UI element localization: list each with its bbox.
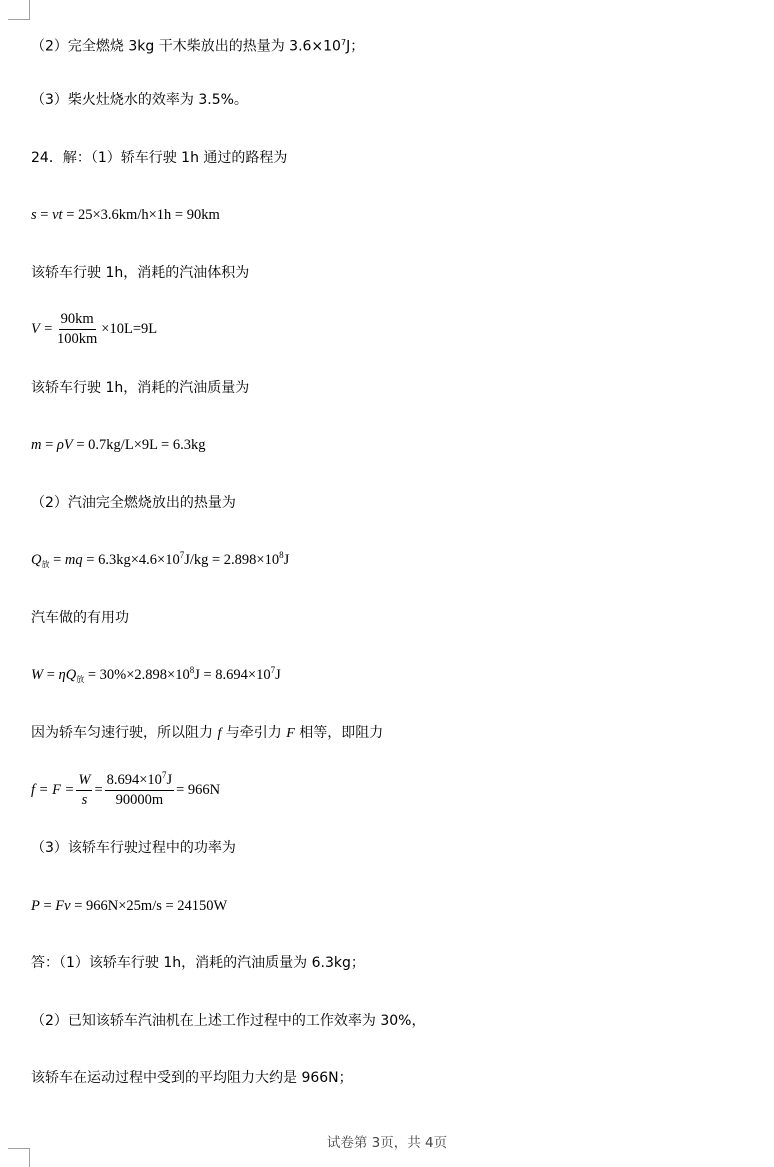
text-line-answer-2: （2）已知该轿车汽油机在上述工作过程中的工作效率为 30%， [31,1013,426,1029]
text-line-power: （3）该轿车行驶过程中的功率为 [31,840,236,856]
text-line-answer-1: 答：（1）该轿车行驶 1h，消耗的汽油质量为 6.3kg； [31,955,365,971]
crop-mark-top-h [8,19,30,20]
page-footer: 试卷第 3页，共 4页 [326,1135,448,1151]
equation-volume: V = $\frac{90km}{100km}$ ×10L=9L [31,311,158,347]
equation-power: P = Fv = 966N×25m/s = 24150W [31,898,228,914]
text-line-heat-wood: （2）完全燃烧 3kg 干木柴放出的热量为 $3.6\times 10^7J$； [31,38,365,55]
equation-heat: $Q_放$ = mq = $6.3kg\times 4.6\times 10^7J/kg = 2.898\times 10^8J$ [31,550,290,569]
text-line-efficiency: （3）柴火灶烧水的效率为 3.5%。 [31,92,248,108]
text-line-volume: 该轿车行驶 1h，消耗的汽油体积为 [31,265,250,281]
text-line-answer-3: 该轿车在运动过程中受到的平均阻力大约是 966N； [31,1070,353,1086]
text-line-resistance: 因为轿车匀速行驶，所以阻力 f 与牵引力 F 相等，即阻力 [31,725,384,741]
equation-work: $W = \eta Q_放 = 30\%\times 2.898\times 10^8J = 8.694\times 10^7J$ [31,665,281,684]
text-line-q24-intro: 24．解：（1）轿车行驶 1h 通过的路程为 [31,150,288,166]
fraction-volume: $\frac{90km}{100km}$ [57,311,98,347]
equation-mass: m = ρV = 0.7kg/L×9L = 6.3kg [31,437,206,453]
fraction-w-over-s: $\frac{W}{s}$ [78,772,91,808]
text-line-mass: 该轿车行驶 1h，消耗的汽油质量为 [31,380,250,396]
text-line-useful-work: 汽车做的有用功 [31,610,129,626]
equation-distance: s = vt = 25×3.6km/h×1h = 90km [31,207,220,223]
equation-resistance: f = F = $\frac{W}{s}$ = $\frac{8.694\times 10^7J}{90000m}$ = 966N [31,770,221,808]
fraction-resistance-value: $\frac{8.694\times 10^7J}{90000m}$ [106,770,173,808]
crop-mark-top-v [29,0,30,20]
text-line-heat-released: （2）汽油完全燃烧放出的热量为 [31,495,236,511]
